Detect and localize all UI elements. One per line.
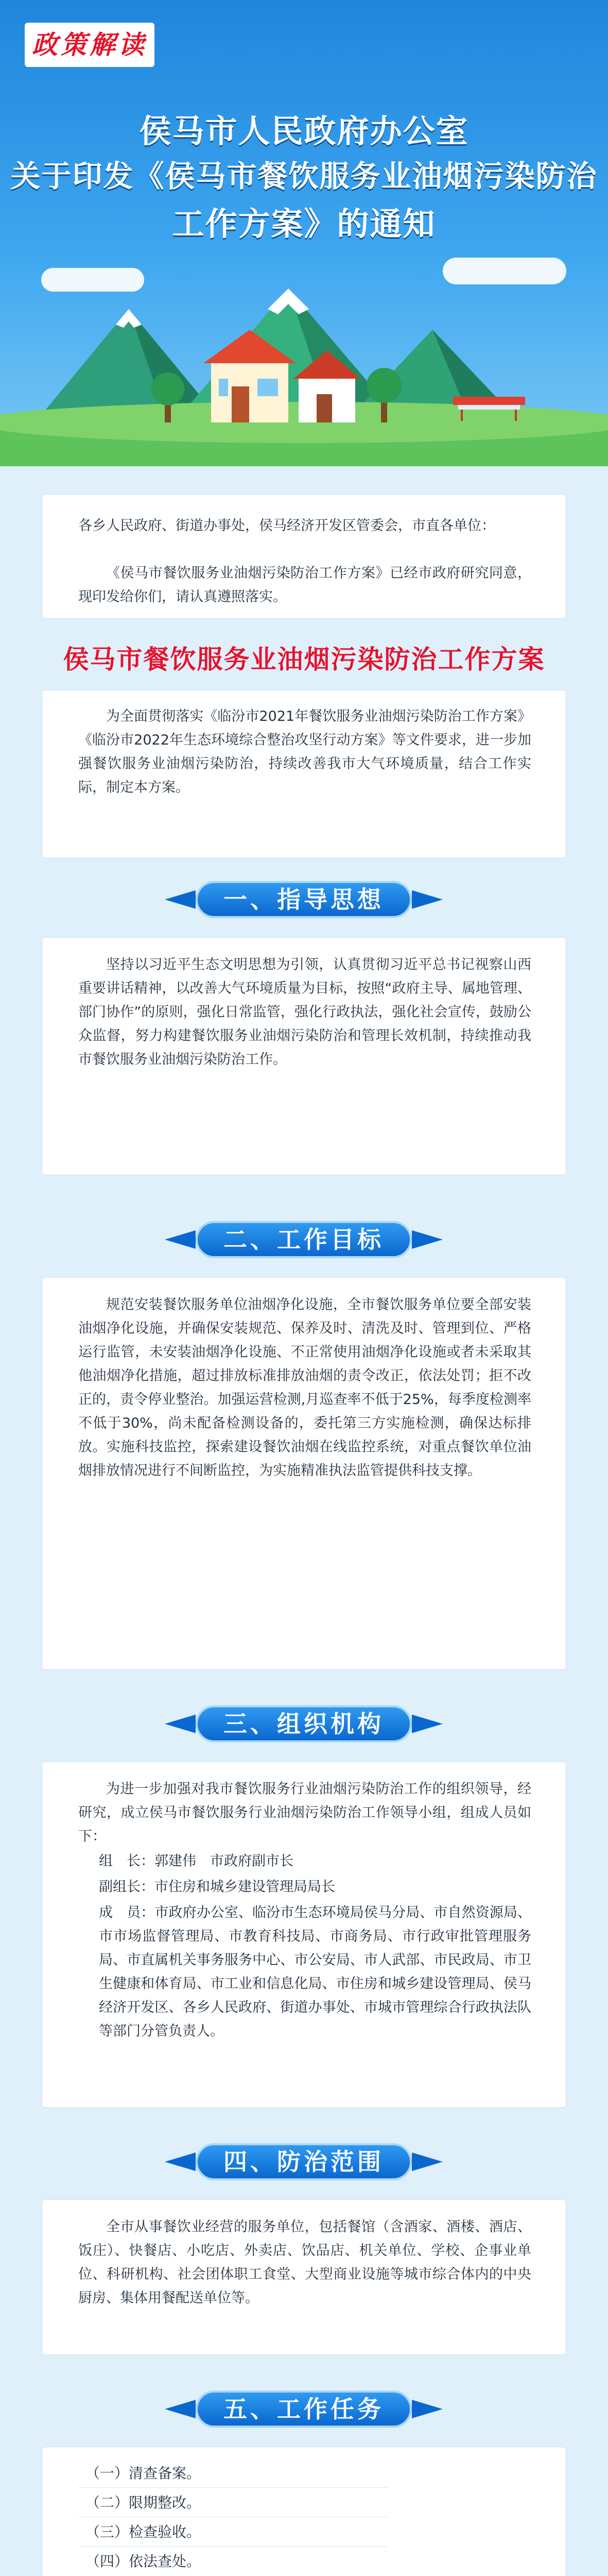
intro-card xyxy=(42,690,566,858)
list-item: （二）限期整改。 xyxy=(78,2488,387,2517)
hero-banner xyxy=(0,0,608,466)
section-card-2 xyxy=(42,1278,566,1669)
section-paragraph: 为进一步加强对我市餐饮服务行业油烟污染防治工作的组织领导，经研究，成立侯马市餐饮服务行业油烟污染防治工作领导小组，组成人员如下： xyxy=(78,1781,531,1844)
section-paragraph: 全市从事餐饮业经营的服务单位，包括餐馆（含酒家、酒楼、酒店、饭庄）、快餐店、小吃店、外卖店、饮品店、机关单位、学校、企事业单位、科研机构、社会团体职工食堂、大型商业设施等城市综合体内的中央厨房、集体用餐配送单位等。 xyxy=(78,2219,531,2306)
list-item: （三）检查验收。 xyxy=(78,2517,387,2547)
notice-body: 《侯马市餐饮服务业油烟污染防治工作方案》已经市政府研究同意，现印发给你们，请认真遵照落实。 xyxy=(78,565,531,605)
member-row: 成 员：市政府办公室、临汾市生态环境局侯马分局、市自然资源局、市市场监督管理局、市教育科技局、市商务局、市行政审批管理服务局、市直属机关事务服务中心、市公安局、市人武部、市民政局、市卫生健康和体育局、市工业和信息化局、市住房和城乡建设管理局、侯马经济开发区、各乡人民政府、街道办事处、市城市管理综合行政执法队等部门分管负责人。 xyxy=(99,1905,532,2039)
section-card-4 xyxy=(42,2200,566,2354)
landscape-illustration xyxy=(0,268,608,466)
title-line-3: 工作方案》的通知 xyxy=(172,205,436,243)
notice-salutation: 各乡人民政府、街道办事处，侯马经济开发区管委会，市直各单位： xyxy=(78,518,495,534)
member-row: 副组长：市住房和城乡建设管理局局长 xyxy=(99,1879,335,1895)
member-row: 组 长：郭建伟 市政府副市长 xyxy=(99,1853,293,1869)
task-list xyxy=(78,2459,387,2576)
section-heading-2: 二、工作目标 xyxy=(165,1216,443,1263)
section-heading-4: 四、防治范围 xyxy=(165,2138,443,2185)
list-item: （一）清查备案。 xyxy=(78,2459,387,2488)
plan-title: 侯马市餐饮服务业油烟污染防治工作方案 xyxy=(63,645,545,674)
title-line-2: 关于印发《侯马市餐饮服务业油烟污染防治 xyxy=(10,159,598,194)
intro-text: 为全面贯彻落实《临汾市2021年餐饮服务业油烟污染防治工作方案》《临汾市2022年生态环境综合整治攻坚行动方案》等文件要求，进一步加强餐饮服务业油烟污染防治，持续改善我市大气环境质量，结合工作实际，制定本方案。 xyxy=(78,708,531,795)
section-card-3 xyxy=(42,1762,566,2107)
section-heading-1: 一、指导思想 xyxy=(165,876,443,923)
notice-card xyxy=(42,495,566,618)
section-heading-3: 三、组织机构 xyxy=(165,1700,443,1748)
section-card-1 xyxy=(42,938,566,1175)
section-paragraph: 坚持以习近平生态文明思想为引领，认真贯彻习近平总书记视察山西重要讲话精神，以改善大气环境质量为目标，按照“政府主导、属地管理、部门协作”的原则，强化日常监管，强化行政执法，强化社会宣传，鼓励公众监督，努力构建餐饮服务业油烟污染防治和管理长效机制，持续推动我市餐饮服务业油烟污染防治工作。 xyxy=(78,957,531,1067)
title-line-1: 侯马市人民政府办公室 xyxy=(139,112,469,150)
list-item: （四）依法查处。 xyxy=(85,2553,201,2570)
section-card-5 xyxy=(42,2447,566,2576)
section-heading-5: 五、工作任务 xyxy=(165,2385,443,2433)
policy-tag: 政策解读 xyxy=(25,23,154,67)
section-paragraph: 规范安装餐饮服务单位油烟净化设施，全市餐饮服务单位要全部安装油烟净化设施，并确保安装规范、保养及时、清洗及时、管理到位、严格运行监管，未安装油烟净化设施、不正常使用油烟净化设施或者未采取其他油烟净化措施，超过排放标准排放油烟的责令改正，依法处罚；拒不改正的，责令停业整治。加强运营检测,月巡查率不低于25%，每季度检测率不低于30%，尚未配备检测设备的，委托第三方实施检测，确保达标排放。实施科技监控，探索建设餐饮油烟在线监控系统，对重点餐饮单位油烟排放情况进行不间断监控，为实施精准执法监管提供科技支撑。 xyxy=(78,1297,531,1479)
